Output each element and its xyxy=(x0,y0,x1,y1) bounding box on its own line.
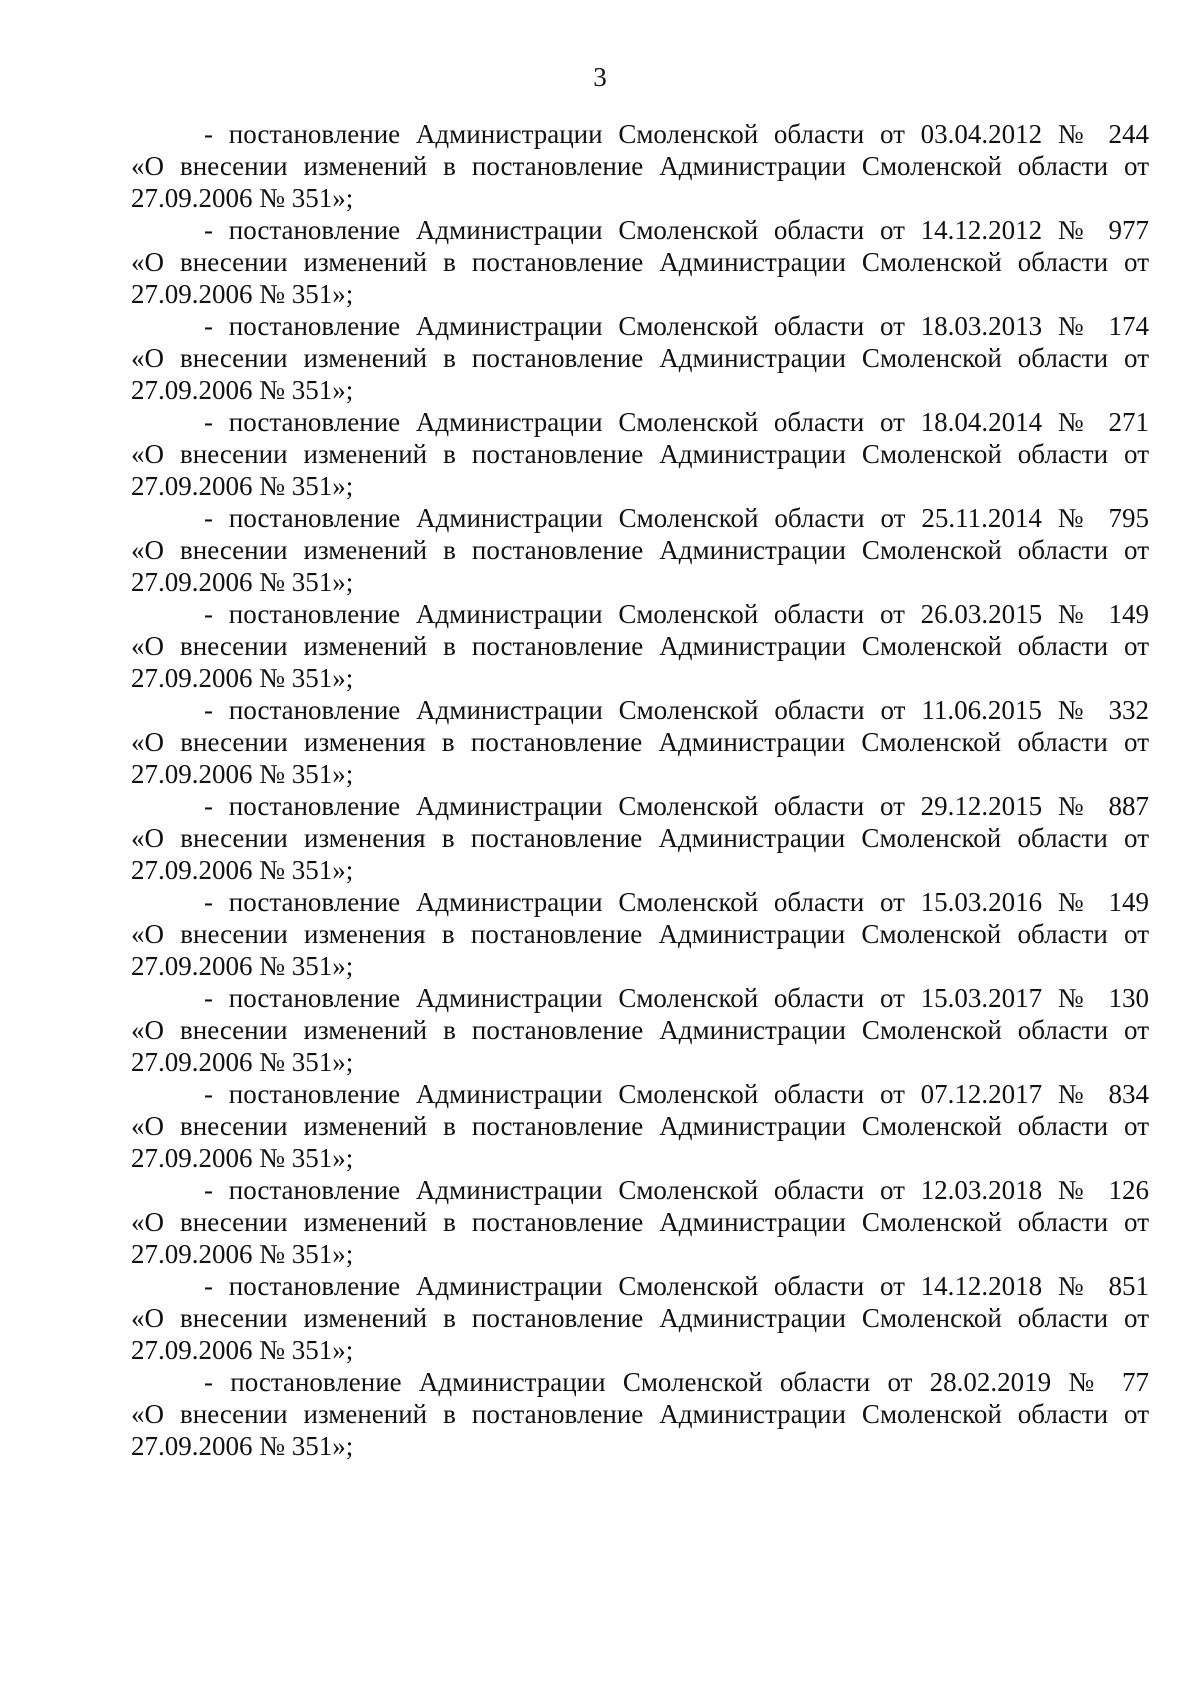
list-item xyxy=(131,1366,1149,1462)
entry-line-3: 27.09.2006 № 351»; xyxy=(131,951,354,981)
entry-line-1: - постановление Администрации Смоленской области от 15.03.2017 № 130 xyxy=(204,983,1149,1013)
entry-line-2: «О внесении изменений в постановление Администрации Смоленской области от xyxy=(131,1399,1149,1429)
list-item xyxy=(131,694,1149,790)
entry-line-3: 27.09.2006 № 351»; xyxy=(131,567,354,597)
entry-line-2: «О внесении изменений в постановление Администрации Смоленской области от xyxy=(131,631,1149,661)
list-item xyxy=(131,886,1149,982)
entry-line-3: 27.09.2006 № 351»; xyxy=(131,759,354,789)
entry-line-3: 27.09.2006 № 351»; xyxy=(131,1143,354,1173)
entry-line-2: «О внесении изменений в постановление Администрации Смоленской области от xyxy=(131,1207,1149,1237)
entry-line-1: - постановление Администрации Смоленской области от 11.06.2015 № 332 xyxy=(204,695,1149,725)
entry-line-2: «О внесении изменения в постановление Администрации Смоленской области от xyxy=(131,823,1149,853)
entry-line-1: - постановление Администрации Смоленской области от 29.12.2015 № 887 xyxy=(204,791,1149,821)
list-item xyxy=(131,598,1149,694)
entry-line-1: - постановление Администрации Смоленской области от 25.11.2014 № 795 xyxy=(204,503,1149,533)
entry-line-2: «О внесении изменений в постановление Администрации Смоленской области от xyxy=(131,1111,1149,1141)
entry-line-3: 27.09.2006 № 351»; xyxy=(131,1239,354,1269)
entry-line-3: 27.09.2006 № 351»; xyxy=(131,279,354,309)
list-item xyxy=(131,214,1149,310)
amendments-list xyxy=(131,118,1149,1462)
entry-line-2: «О внесении изменений в постановление Администрации Смоленской области от xyxy=(131,343,1149,373)
entry-line-2: «О внесении изменений в постановление Администрации Смоленской области от xyxy=(131,151,1149,181)
entry-line-3: 27.09.2006 № 351»; xyxy=(131,1047,354,1077)
entry-line-1: - постановление Администрации Смоленской области от 07.12.2017 № 834 xyxy=(204,1079,1149,1109)
list-item xyxy=(131,790,1149,886)
entry-line-3: 27.09.2006 № 351»; xyxy=(131,1431,354,1461)
entry-line-1: - постановление Администрации Смоленской области от 18.03.2013 № 174 xyxy=(204,311,1149,341)
entry-line-3: 27.09.2006 № 351»; xyxy=(131,183,354,213)
entry-line-1: - постановление Администрации Смоленской области от 28.02.2019 № 77 xyxy=(204,1367,1149,1397)
entry-line-1: - постановление Администрации Смоленской области от 12.03.2018 № 126 xyxy=(204,1175,1149,1205)
entry-line-1: - постановление Администрации Смоленской области от 15.03.2016 № 149 xyxy=(204,887,1149,917)
list-item xyxy=(131,118,1149,214)
list-item xyxy=(131,1078,1149,1174)
list-item xyxy=(131,1270,1149,1366)
entry-line-2: «О внесении изменений в постановление Администрации Смоленской области от xyxy=(131,1015,1149,1045)
entry-line-1: - постановление Администрации Смоленской области от 18.04.2014 № 271 xyxy=(204,407,1149,437)
entry-line-3: 27.09.2006 № 351»; xyxy=(131,1335,354,1365)
entry-line-3: 27.09.2006 № 351»; xyxy=(131,375,354,405)
list-item xyxy=(131,982,1149,1078)
entry-line-2: «О внесении изменения в постановление Администрации Смоленской области от xyxy=(131,727,1149,757)
entry-line-2: «О внесении изменений в постановление Администрации Смоленской области от xyxy=(131,439,1149,469)
entry-line-3: 27.09.2006 № 351»; xyxy=(131,471,354,501)
entry-line-2: «О внесении изменения в постановление Администрации Смоленской области от xyxy=(131,919,1149,949)
entry-line-1: - постановление Администрации Смоленской области от 14.12.2012 № 977 xyxy=(204,215,1149,245)
list-item xyxy=(131,310,1149,406)
page-number: 3 xyxy=(593,62,607,92)
entry-line-1: - постановление Администрации Смоленской области от 03.04.2012 № 244 xyxy=(204,119,1149,149)
list-item xyxy=(131,1174,1149,1270)
entry-line-2: «О внесении изменений в постановление Администрации Смоленской области от xyxy=(131,535,1149,565)
list-item xyxy=(131,406,1149,502)
entry-line-3: 27.09.2006 № 351»; xyxy=(131,855,354,885)
entry-line-2: «О внесении изменений в постановление Администрации Смоленской области от xyxy=(131,1303,1149,1333)
entry-line-2: «О внесении изменений в постановление Администрации Смоленской области от xyxy=(131,247,1149,277)
entry-line-1: - постановление Администрации Смоленской области от 14.12.2018 № 851 xyxy=(204,1271,1149,1301)
entry-line-3: 27.09.2006 № 351»; xyxy=(131,663,354,693)
list-item xyxy=(131,502,1149,598)
entry-line-1: - постановление Администрации Смоленской области от 26.03.2015 № 149 xyxy=(204,599,1149,629)
